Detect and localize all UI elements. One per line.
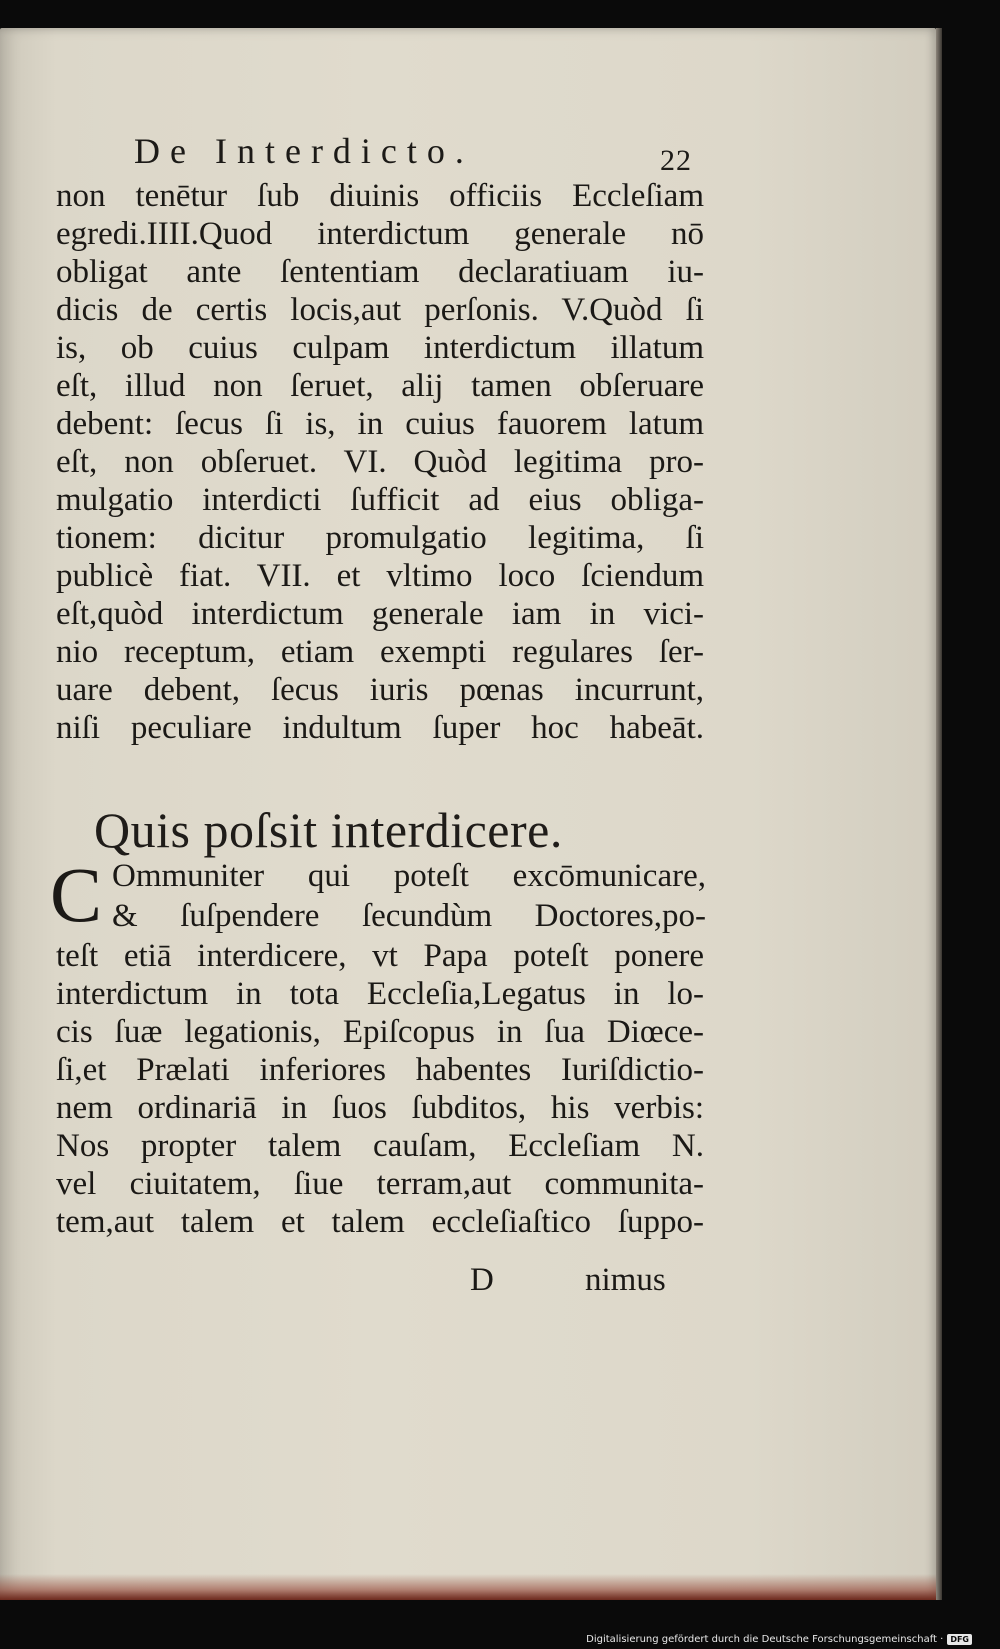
text-line: tionem: dicitur promulgatio legitima, ſi (56, 522, 704, 555)
text-line: ſi,et Prælati inferiores habentes Iuriſdictio- (56, 1054, 704, 1087)
text-line: publicè fiat. VII. et vltimo loco ſciendum (56, 560, 704, 593)
text-line: eſt, illud non ſeruet, alij tamen obſeruare (56, 370, 704, 403)
running-title: De Interdicto. (134, 131, 474, 171)
text-line: Ommuniter qui poteſt excōmunicare, (112, 860, 706, 893)
text-line: non tenētur ſub diuinis officiis Eccleſiam (56, 180, 704, 213)
text-line: egredi.IIII.Quod interdictum generale nō (56, 218, 704, 251)
text-line: Nos propter talem cauſam, Eccleſiam N. (56, 1130, 704, 1163)
text-line: uare debent, ſecus iuris pœnas incurrunt, (56, 674, 704, 707)
text-line: nem ordinariā in ſuos ſubditos, his verbis: (56, 1092, 704, 1125)
text-line: cis ſuæ legationis, Epiſcopus in ſua Diœce- (56, 1016, 704, 1049)
text-line: eſt,quòd interdictum generale iam in vici- (56, 598, 704, 631)
page-number: 22 (660, 144, 692, 177)
section-heading: Quis poſsit interdicere. (94, 802, 563, 858)
text-line: is, ob cuius culpam interdictum illatum (56, 332, 704, 365)
credit-text: Digitalisierung gefördert durch die Deutsche Forschungsgemeinschaft · (586, 1634, 944, 1645)
text-line: dicis de certis locis,aut perſonis. V.Quòd ſi (56, 294, 704, 327)
text-line: nio receptum, etiam exempti regulares ſer- (56, 636, 704, 669)
text-line: teſt etiā interdicere, vt Papa poteſt ponere (56, 940, 704, 973)
text-line: mulgatio interdicti ſufficit ad eius obliga- (56, 484, 704, 517)
digitization-credit (586, 1634, 972, 1645)
catchword: nimus (585, 1262, 666, 1298)
text-line: debent: ſecus ſi is, in cuius fauorem latum (56, 408, 704, 441)
text-line: eſt, non obſeruet. VI. Quòd legitima pro- (56, 446, 704, 479)
text-line: tem,aut talem et talem eccleſiaſtico ſuppo- (56, 1206, 704, 1239)
dfg-logo: DFG (947, 1634, 972, 1645)
text-line: & ſuſpendere ſecundùm Doctores,po- (112, 900, 706, 933)
text-line: vel ciuitatem, ſiue terram,aut communita- (56, 1168, 704, 1201)
page-edge (936, 28, 942, 1600)
drop-capital: C (50, 851, 103, 938)
text-line: niſi peculiare indultum ſuper hoc habeāt. (56, 712, 704, 745)
text-line: obligat ante ſententiam declaratiuam iu- (56, 256, 704, 289)
text-line: interdictum in tota Eccleſia,Legatus in lo- (56, 978, 704, 1011)
signature-mark: D (470, 1262, 494, 1298)
